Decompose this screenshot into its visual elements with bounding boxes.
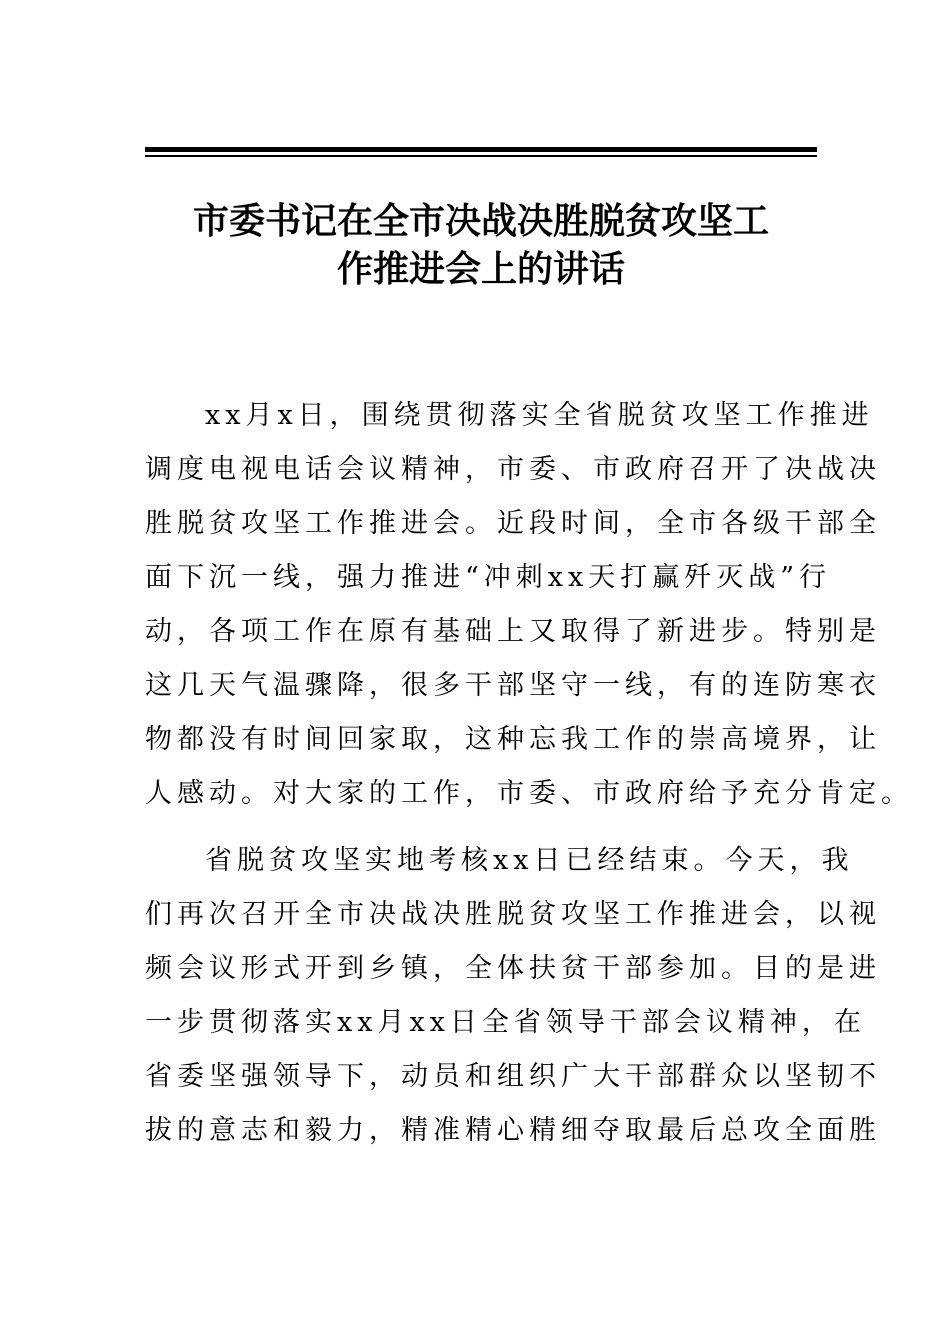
title-line: 市委书记在全市决战决胜脱贫攻坚工 — [192, 200, 769, 242]
paragraph-line: 这几天气温骤降，很多干部坚守一线，有的连防寒衣 — [145, 670, 881, 701]
paragraph-line: 省委坚强领导下，动员和组织广大干部群众以坚韧不 — [145, 1061, 881, 1092]
paragraph-line: 频会议形式开到乡镇，全体扶贫干部参加。目的是进 — [145, 953, 881, 984]
paragraph-line: xx月x日，围绕贯彻落实全省脱贫攻坚工作推进 — [205, 400, 874, 431]
paragraph-1 — [145, 389, 913, 821]
paragraph-line: 人感动。对大家的工作，市委、市政府给予充分肯定。 — [145, 778, 913, 809]
paragraph-line: 省脱贫攻坚实地考核xx日已经结束。今天，我 — [205, 845, 854, 876]
header-rule-thin — [145, 155, 817, 157]
paragraph-line: 拔的意志和毅力，精准精心精细夺取最后总攻全面胜 — [145, 1115, 881, 1146]
paragraph-line: 动，各项工作在原有基础上又取得了新进步。特别是 — [145, 616, 881, 647]
document-title — [145, 197, 817, 293]
paragraph-line: 胜脱贫攻坚工作推进会。近段时间，全市各级干部全 — [145, 508, 881, 539]
paragraph-line: 们再次召开全市决战决胜脱贫攻坚工作推进会，以视 — [145, 899, 881, 930]
paragraph-line: 物都没有时间回家取，这种忘我工作的崇高境界，让 — [145, 724, 881, 755]
title-line: 作推进会上的讲话 — [336, 248, 625, 290]
header-rule-thick — [145, 147, 817, 152]
paragraph-line: 一步贯彻落实xx月xx日全省领导干部会议精神，在 — [145, 1007, 866, 1038]
paragraph-2 — [145, 834, 881, 1158]
paragraph-line: 调度电视电话会议精神，市委、市政府召开了决战决 — [145, 454, 881, 485]
paragraph-line: 面下沉一线，强力推进“冲刺xx天打赢歼灭战”行 — [145, 562, 832, 593]
